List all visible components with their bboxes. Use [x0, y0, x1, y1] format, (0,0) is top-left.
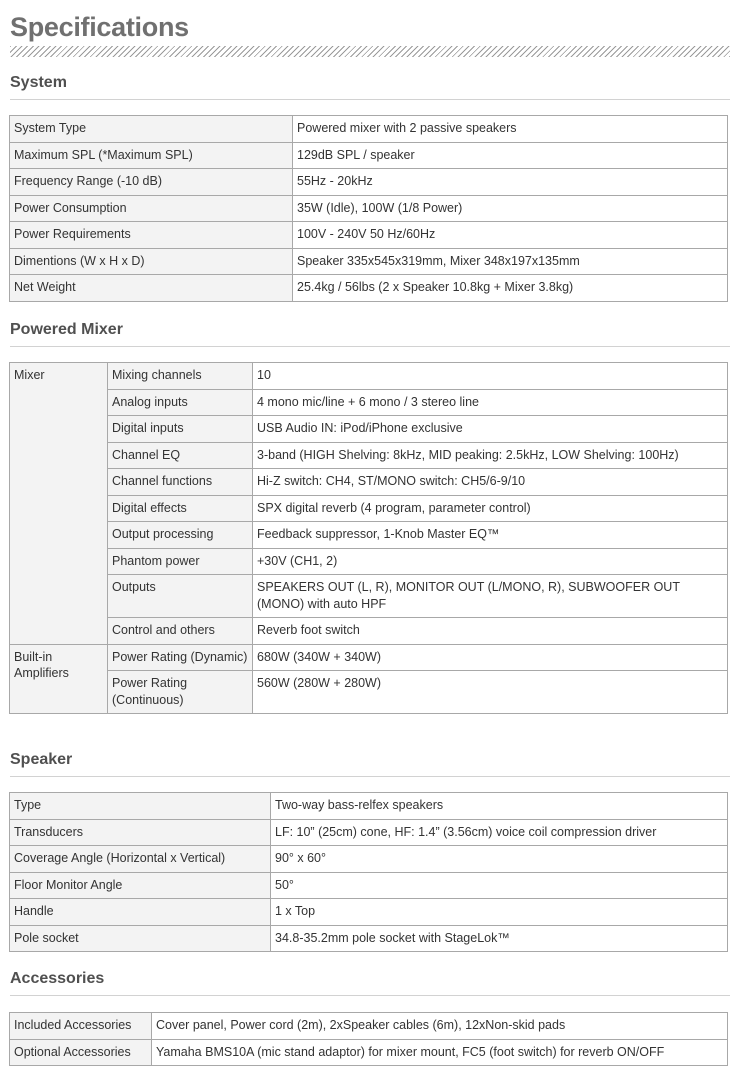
spec-value: 34.8-35.2mm pole socket with StageLok™: [271, 925, 728, 952]
spec-label: Power Consumption: [10, 195, 293, 222]
speaker-spec-table: [9, 792, 728, 952]
table-row: [10, 363, 728, 390]
spec-label: Mixing channels: [108, 363, 253, 390]
table-row: [10, 116, 728, 143]
spec-label: Channel EQ: [108, 442, 253, 469]
table-row: [10, 1039, 728, 1066]
table-row: [10, 222, 728, 249]
table-row: [10, 872, 728, 899]
spec-value: 4 mono mic/line + 6 mono / 3 stereo line: [253, 389, 728, 416]
section-title-powered-mixer: Powered Mixer: [10, 321, 123, 338]
spec-label: Digital inputs: [108, 416, 253, 443]
spec-value: 55Hz - 20kHz: [293, 169, 728, 196]
section-divider-accessories: [10, 995, 730, 996]
table-row: [10, 469, 728, 496]
table-row: [10, 819, 728, 846]
spec-label: Output processing: [108, 522, 253, 549]
spec-value: SPX digital reverb (4 program, parameter control): [253, 495, 728, 522]
spec-value: Speaker 335x545x319mm, Mixer 348x197x135mm: [293, 248, 728, 275]
spec-value: 90° x 60°: [271, 846, 728, 873]
spec-label: Power Rating (Dynamic): [108, 644, 253, 671]
spec-value: SPEAKERS OUT (L, R), MONITOR OUT (L/MONO, R), SUBWOOFER OUT (MONO) with auto HPF: [253, 575, 728, 618]
table-row: [10, 169, 728, 196]
table-row: [10, 793, 728, 820]
table-row: [10, 925, 728, 952]
spec-group-mixer: Mixer: [10, 363, 108, 645]
section-title-accessories: Accessories: [10, 970, 105, 987]
spec-label: Included Accessories: [10, 1013, 152, 1040]
spec-label: Type: [10, 793, 271, 820]
spec-value: 1 x Top: [271, 899, 728, 926]
spec-label: Handle: [10, 899, 271, 926]
spec-label: System Type: [10, 116, 293, 143]
spec-value: Hi-Z switch: CH4, ST/MONO switch: CH5/6-9/10: [253, 469, 728, 496]
spec-label: Maximum SPL (*Maximum SPL): [10, 142, 293, 169]
spec-label: Pole socket: [10, 925, 271, 952]
spec-value: USB Audio IN: iPod/iPhone exclusive: [253, 416, 728, 443]
spec-label: Channel functions: [108, 469, 253, 496]
table-row: [10, 575, 728, 618]
spec-value: Feedback suppressor, 1-Knob Master EQ™: [253, 522, 728, 549]
table-row: [10, 548, 728, 575]
spec-group-built-in-amplifiers: Built-in Amplifiers: [10, 644, 108, 714]
spec-value: 50°: [271, 872, 728, 899]
spec-value: LF: 10” (25cm) cone, HF: 1.4” (3.56cm) voice coil compression driver: [271, 819, 728, 846]
spec-label: Dimentions (W x H x D): [10, 248, 293, 275]
spec-value: 680W (340W + 340W): [253, 644, 728, 671]
spec-value: Reverb foot switch: [253, 618, 728, 645]
spec-value: 100V - 240V 50 Hz/60Hz: [293, 222, 728, 249]
table-row: [10, 442, 728, 469]
table-row: [10, 248, 728, 275]
section-divider-powered-mixer: [10, 346, 730, 347]
spec-value: Two-way bass-relfex speakers: [271, 793, 728, 820]
spec-label: Power Requirements: [10, 222, 293, 249]
spec-value: 3-band (HIGH Shelving: 8kHz, MID peaking: 2.5kHz, LOW Shelving: 100Hz): [253, 442, 728, 469]
spec-label: Digital effects: [108, 495, 253, 522]
table-row: [10, 846, 728, 873]
spec-value: Powered mixer with 2 passive speakers: [293, 116, 728, 143]
spec-label: Floor Monitor Angle: [10, 872, 271, 899]
table-row: [10, 618, 728, 645]
table-row: [10, 389, 728, 416]
spec-label: Frequency Range (-10 dB): [10, 169, 293, 196]
spec-value: +30V (CH1, 2): [253, 548, 728, 575]
accessories-spec-table: [9, 1012, 728, 1066]
spec-value: Cover panel, Power cord (2m), 2xSpeaker cables (6m), 12xNon-skid pads: [152, 1013, 728, 1040]
powered-mixer-spec-table: [9, 362, 728, 714]
table-row: [10, 142, 728, 169]
table-row: [10, 495, 728, 522]
spec-label: Control and others: [108, 618, 253, 645]
spec-label: Phantom power: [108, 548, 253, 575]
page-title: Specifications: [10, 12, 189, 42]
spec-label: Coverage Angle (Horizontal x Vertical): [10, 846, 271, 873]
spec-value: 25.4kg / 56lbs (2 x Speaker 10.8kg + Mixer 3.8kg): [293, 275, 728, 302]
spec-value: 35W (Idle), 100W (1/8 Power): [293, 195, 728, 222]
spec-label: Power Rating (Continuous): [108, 671, 253, 714]
spec-value: 560W (280W + 280W): [253, 671, 728, 714]
section-divider-speaker: [10, 776, 730, 777]
spec-value: 10: [253, 363, 728, 390]
section-title-system: System: [10, 74, 67, 91]
title-hatched-divider: [10, 46, 730, 57]
table-row: [10, 522, 728, 549]
section-title-speaker: Speaker: [10, 751, 73, 768]
table-row: [10, 1013, 728, 1040]
spec-label: Transducers: [10, 819, 271, 846]
table-row: [10, 899, 728, 926]
table-row: [10, 416, 728, 443]
spec-value: 129dB SPL / speaker: [293, 142, 728, 169]
spec-value: Yamaha BMS10A (mic stand adaptor) for mixer mount, FC5 (foot switch) for reverb ON/OFF: [152, 1039, 728, 1066]
section-divider-system: [10, 99, 730, 100]
spec-label: Analog inputs: [108, 389, 253, 416]
table-row: [10, 195, 728, 222]
spec-label: Optional Accessories: [10, 1039, 152, 1066]
table-row: [10, 671, 728, 714]
spec-label: Net Weight: [10, 275, 293, 302]
table-row: [10, 275, 728, 302]
system-spec-table: [9, 115, 728, 302]
spec-label: Outputs: [108, 575, 253, 618]
table-row: [10, 644, 728, 671]
